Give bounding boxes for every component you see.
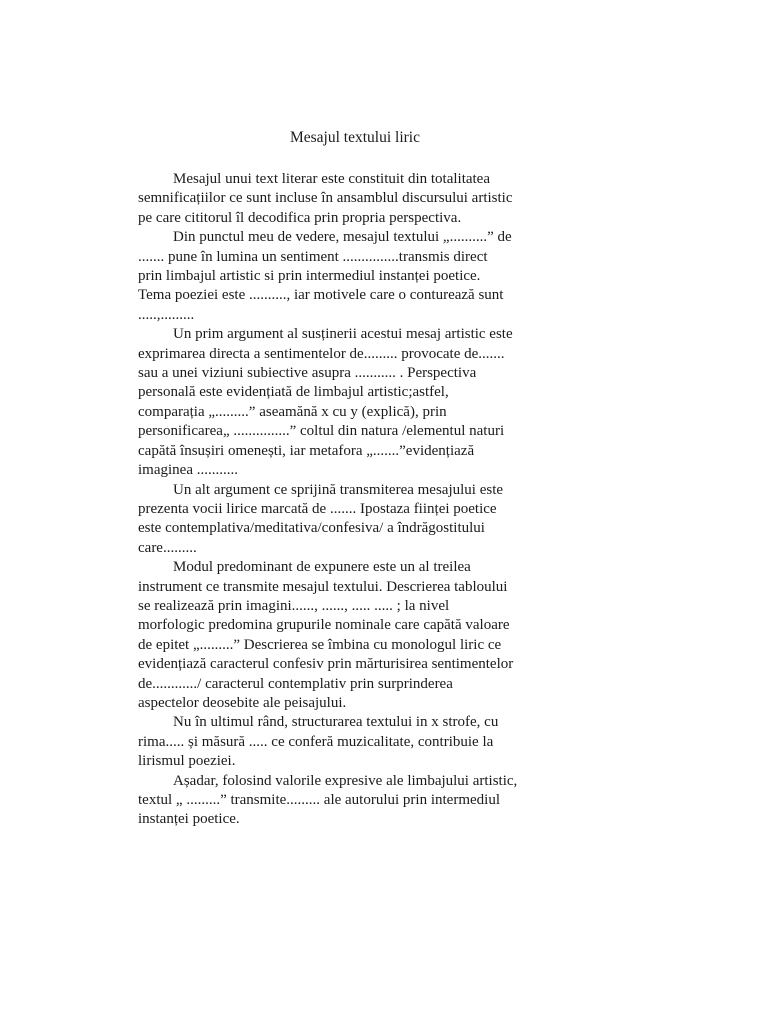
text-line: comparația „.........” aseamănă x cu y (explică), prin (138, 403, 447, 420)
text-line: Un prim argument al susținerii acestui mesaj artistic este (173, 326, 513, 343)
text-line: Modul predominant de expunere este un al treilea (173, 559, 471, 576)
text-line: morfologic predomina grupurile nominale care capătă valoare (138, 617, 510, 634)
text-line: Așadar, folosind valorile expresive ale limbajului artistic, (173, 772, 518, 789)
text-line: Din punctul meu de vedere, mesajul textului „..........” de (173, 229, 512, 246)
document-title: Mesajul textului liric (289, 129, 420, 146)
text-line: lirismul poeziei. (138, 753, 236, 770)
text-line: de epitet „.........” Descrierea se îmbina cu monologul liric ce (138, 636, 502, 653)
text-line: rima..... și măsură ..... ce conferă muzicalitate, contribuie la (138, 733, 494, 750)
text-line: personificarea„ ...............” coltul din natura /elementul naturi (138, 423, 505, 440)
text-line: prezenta vocii lirice marcată de ....... Ipostaza ființei poetice (138, 500, 497, 517)
text-line: aspectelor deosebite ale peisajului. (138, 694, 347, 711)
text-line: evidențiază caracterul confesiv prin mărturisirea sentimentelor (138, 656, 514, 673)
text-line: prin limbajul artistic si prin intermediul instanței poetice. (138, 268, 481, 285)
text-line: .....,......... (138, 306, 195, 323)
text-line: care......... (138, 539, 197, 556)
text-line: Tema poeziei este .........., iar motivele care o conturează sunt (138, 287, 504, 304)
text-line: imaginea ........... (138, 462, 238, 479)
text-line: instrument ce transmite mesajul textului. Descrierea tabloului (138, 578, 508, 595)
text-line: semnificațiilor ce sunt incluse în ansamblul discursului artistic (138, 190, 513, 207)
text-line: personală este evidențiată de limbajul artistic;astfel, (138, 384, 449, 401)
text-line: sau a unei viziuni subiective asupra ........... . Perspectiva (138, 365, 477, 382)
document-text (138, 170, 578, 830)
text-line: se realizează prin imagini......, ......, ..... ..... ; la nivel (138, 597, 450, 614)
text-line: Mesajul unui text literar este constituit din totalitatea (173, 171, 490, 187)
document-body (138, 128, 578, 830)
text-line: pe care cititorul îl decodifica prin propria perspectiva. (138, 209, 462, 226)
text-line: Un alt argument ce sprijină transmiterea mesajului este (173, 481, 504, 498)
text-line: exprimarea directa a sentimentelor de......... provocate de....... (138, 345, 505, 362)
text-line: instanței poetice. (138, 811, 240, 828)
text-line: este contemplativa/meditativa/confesiva/ a îndrăgostitului (138, 520, 485, 537)
text-line: Nu în ultimul rând, structurarea textului in x strofe, cu (173, 714, 499, 731)
text-line: textul „ .........” transmite......... ale autorului prin intermediul (138, 792, 500, 808)
text-line: capătă însușiri omenești, iar metafora „.......”evidențiază (138, 442, 475, 459)
text-line: ....... pune în lumina un sentiment ...............transmis direct (138, 248, 488, 265)
text-line: de............/ caracterul contemplativ prin surprinderea (138, 675, 453, 692)
